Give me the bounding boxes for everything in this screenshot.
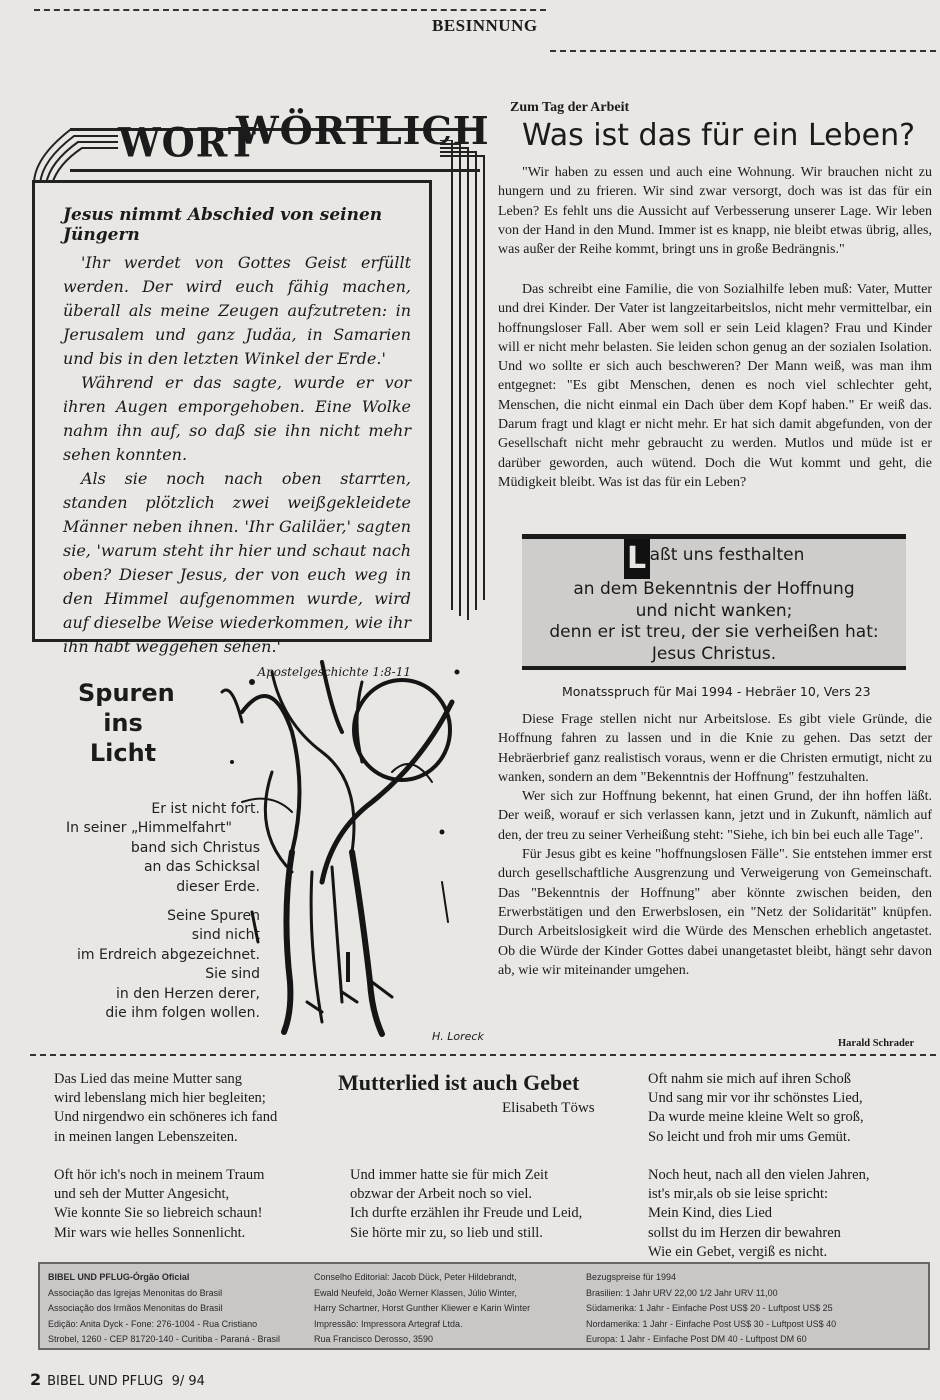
spuren-poem: Er ist nicht fort. In seiner „Himmelfahrt" band sich Christus an das Schicksal dieser Erde. Seine Spuren sind nicht im Erdreich abgezeichnet. Sie sind in den Herzen derer, die ihm folgen wollen.	[66, 801, 260, 1022]
illustration-credit: H. Loreck	[432, 1030, 484, 1043]
poem-author: Elisabeth Töws	[502, 1100, 595, 1116]
verse-line: und nicht wanken;	[635, 600, 793, 621]
section-header: BESINNUNG	[432, 16, 538, 35]
verse-line: L aßt uns festhalten	[530, 545, 898, 579]
imprint-box	[38, 1262, 930, 1350]
article-paragraph: Für Jesus gibt es keine "hoffnungslosen Fälle". Sie entstehen immer erst durch gesellschaftliche Ausgrenzung und Verweigerung von Gemeinschaft. Das "Bekenntnis der Hoffnung" aber könnte zwischen beiden, den Erwerbstätigen und den Erwerbslosen, ein "Netz der Solidarität" knüpfen. Durch Arbeitslosigkeit wird die Würde des Menschen erheblich angetastet. Ob die Würde der Kinder Gottes dabei unangetastet bleibt, hängt sehr davon ab, wie wir miteinander umgehen.	[498, 847, 932, 978]
article-paragraph: Wer sich zur Hoffnung bekennt, hat einen Grund, der ihn hoffen läßt. Der weiß, worauf er sich verlassen kann, jetzt und in Zukunft, nämlich auf den, der treu zu seiner Verheißung steht: "Siehe, ich bin bei euch alle Tage".	[498, 789, 932, 843]
scripture-paragraph: Während er das sagte, wurde er vor ihren Augen emporgehoben. Eine Wolke nahm ihn auf, so daß sie ihn nicht mehr sehen konnten.	[63, 373, 411, 464]
article-body-lower	[498, 710, 932, 980]
verse-caption: Monatsspruch für Mai 1994 - Hebräer 10, Vers 23	[562, 684, 871, 699]
article-paragraph: Diese Frage stellen nicht nur Arbeitslose. Es gibt viele Gründe, die Hoffnung fahren zu lassen und in die Knie zu gehen. Das setzt der Hebräerbrief ganz realistisch voraus, wenn er die Christen ermutigt, nicht zu wanken, sondern an dem "Bekenntnis der Hoffnung" festzuhalten.	[498, 712, 932, 785]
verse-line: denn er ist treu, der sie verheißen hat:	[549, 622, 879, 642]
verse-line: Jesus Christus.	[651, 643, 777, 664]
wort-woertlich-title-word1: WORT	[118, 118, 257, 167]
poem-title: Mutterlied ist auch Gebet	[338, 1070, 580, 1095]
imprint-publisher: BIBEL UND PFLUG-Órgão Oficial Associação das Igrejas Menonitas do Brasil Associação dos Irmãos Menonitas do Brasil Edição: Anita Dyck - Fone: 276-1004 - Rua Cristiano Strobel, 1260 - CEP 81720-140 - Curitiba - Paraná - Brasil	[48, 1272, 280, 1345]
top-rule-left	[34, 9, 546, 11]
poem-stanza: Oft hör ich's noch in meinem Traum und seh der Mutter Angesicht, Wie konnte Sie so liebreich schaun! Mir wars wie helles Sonnenlicht.	[54, 1167, 265, 1241]
poem-stanza: Das Lied das meine Mutter sang wird lebenslang mich hier begleiten; Und nirgendwo ein schöneres ich fand in meinen langen Lebenszeiten.	[54, 1071, 278, 1145]
article-paragraph: "Wir haben zu essen und auch eine Wohnung. Wir brauchen nicht zu hungern und zu frieren. Wir sind zwar versorgt, doch was ist das für ein Leben? Es fehlt uns die Aussicht auf Verbesserung unserer Lage. Wir leben von der Hand in den Mund. Immer ist es knapp, nie bleibt etwas übrig, alles, was außer der Reihe kommt, bringt uns in große Bedrängnis."	[498, 165, 932, 258]
publication-name: BIBEL UND PFLUG	[47, 1374, 164, 1389]
wort-woertlich-box	[32, 180, 432, 679]
article-author: Harald Schrader	[838, 1038, 915, 1049]
top-rule-right	[550, 50, 936, 52]
monthly-verse-box	[522, 534, 906, 670]
article-title: Was ist das für ein Leben?	[522, 118, 916, 153]
wort-woertlich-scroll-corner	[30, 128, 120, 188]
wort-woertlich-heading: Jesus nimmt Abschied von seinen Jüngern	[63, 205, 383, 245]
verse-line: an dem Bekenntnis der Hoffnung	[573, 579, 855, 599]
poem-stanza: Oft nahm sie mich auf ihren Schoß Und sang mir vor ihr schönstes Lied, Da wurde meine kleine Welt so groß, So leicht und froh mir ums Gemüt.	[648, 1071, 864, 1145]
verse-initial: L	[624, 539, 650, 579]
section-divider	[30, 1054, 936, 1056]
tree-drawing	[212, 652, 490, 1040]
scripture-paragraph: Als sie noch nach oben starrten, standen plötzlich zwei weißgekleidete Männer neben ihnen. 'Ihr Galiläer,' sagten sie, 'warum steht ihr hier und schaut nach oben? Dieser Jesus, der von euch weg in den Himmel aufgenommen wurde, wird auf dieselbe Weise wiederkommen, wie ihr ihn habt weggehen sehen.'	[63, 469, 411, 656]
poem-stanza: Noch heut, nach all den vielen Jahren, ist's mir,als ob sie leise spricht: Mein Kind, dies Lied sollst du im Herzen dir bewahren Wie ein Gebet, vergiß es nicht.	[648, 1167, 870, 1260]
article-paragraph: Das schreibt eine Familie, die von Sozialhilfe leben muß: Vater, Mutter und drei Kinder. Der Vater ist langzeitarbeitslos, nicht mehr vermittelbar, ein hoffnungsloser Fall. Aber wem soll er sein Leid klagen? Frau und Kinder will er nicht mehr belasten. Sie leiden schon genug an der sozialen Isolation. Und wo sollte er sich auch beschweren? Der Mann weiß, was man ihm entgegnet: "Es gibt Menschen, denen es noch viel schlechter geht, Menschen, die nicht einmal ein Dach über dem Kopf haben." Er weiß das. Darum fragt und klagt er nicht mehr. Er hat sich damit abgefunden, von der Gesellschaft nicht mehr gebraucht zu werden. Mutlos und müde ist er darüber geworden, auch wütend. Doch die Wut kommt und geht, die Müdigkeit bleibt. Was ist das für ein Leben?	[498, 282, 932, 490]
spuren-title: Spuren ins Licht	[78, 679, 175, 767]
page-number: 2	[30, 1370, 42, 1389]
wort-woertlich-title-word2: WÖRTLICH	[236, 108, 490, 153]
imprint-prices: Bezugspreise für 1994 Brasilien: 1 Jahr URV 22,00 1/2 Jahr URV 11,00 Südamerika: 1 Jahr - Einfache Post US$ 20 - Luftpost US$ 25 Nordamerika: 1 Jahr - Einfache Post US$ 30 - Luftpost US$ 40 Europa: 1 Jahr - Einfache Post DM 40 - Luftpost DM 60	[586, 1272, 837, 1345]
issue-number: 9/ 94	[171, 1374, 205, 1389]
wort-woertlich-frame-stripes	[440, 140, 492, 620]
scripture-reference: Apostelgeschichte 1:8-11	[257, 665, 411, 679]
poem-stanza: Und immer hatte sie für mich Zeit obzwar der Arbeit noch so viel. Ich durfte erzählen ihr Freude und Leid, Sie hörte mir zu, so lieb und still.	[350, 1167, 583, 1241]
imprint-editorial: Conselho Editorial: Jacob Dück, Peter Hildebrandt, Ewald Neufeld, João Werner Klassen, Júlio Winter, Harry Schartner, Horst Gunther Kliewer e Karin Winter Impressão: Impressora Artegraf Ltda. Rua Francisco Derosso, 3590	[314, 1272, 531, 1345]
scripture-paragraph: 'Ihr werdet von Gottes Geist erfüllt werden. Der wird euch fähig machen, überall als meine Zeugen aufzutreten: in Jerusalem und ganz Judäa, in Samarien und bis in den letzten Winkel der Erde.'	[63, 253, 411, 368]
page-footer	[30, 1370, 205, 1389]
article-kicker: Zum Tag der Arbeit	[510, 100, 630, 115]
